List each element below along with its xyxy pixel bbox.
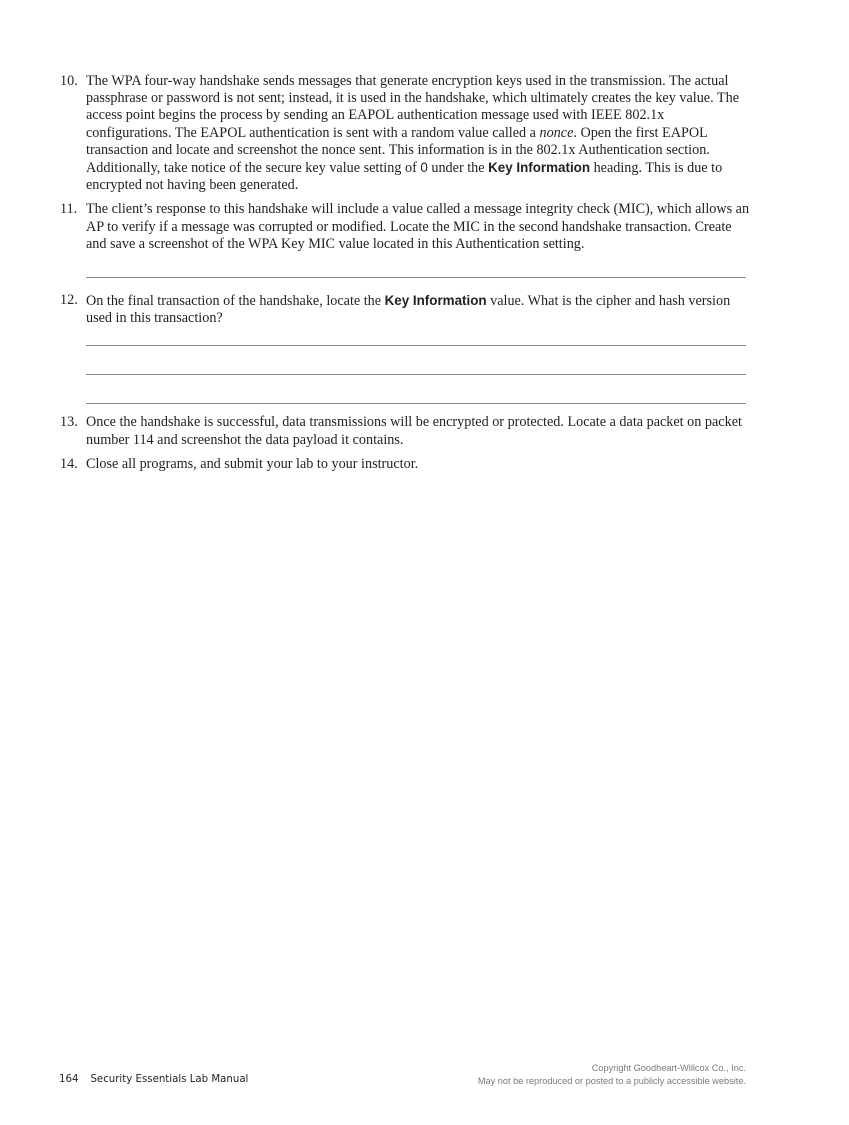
step-number: 13. [60,414,78,431]
lab-steps-list [60,73,750,480]
step-12 [60,292,750,327]
copyright-line: Copyright Goodheart-Willcox Co., Inc. [591,1063,746,1073]
step-text-part: under the [427,160,489,177]
step-number: 12. [60,292,78,309]
book-title: Security Essentials Lab Manual [90,1074,249,1085]
ui-term-bold: Key Information [384,293,487,309]
step-text-part: heading. This is due to encrypted not having been generated. [86,160,723,194]
step-text: The client’s response to this handshake will include a value called a message integrity check (MIC), which allows an AP to verify if a message was corrupted or modified. Locate the MIC in the second handshake transaction. Create and save a screenshot of the WPA Key MIC value located in this Authentication setting. [86,201,750,252]
emphasis-term: nonce [539,124,574,141]
step-10 [60,73,750,194]
step-number: 14. [60,455,78,472]
page-footer-left [59,1074,248,1085]
reproduction-notice: May not be reproduced or posted to a publicly accessible website. [477,1075,746,1086]
step-number: 10. [60,73,78,89]
step-text: Close all programs, and submit your lab to your instructor. [86,455,419,472]
step-text-part: value. What is the cipher and hash version used in this transaction? [86,293,731,327]
step-text-part: The WPA four-way handshake sends messages that generate encryption keys used in the transmission. The actual passphrase or password is not sent; instead, it is used in the handshake, which ultimately creates the key value. The access point begins the process by sending an EAPOL authentication message used with IEEE 802.1x configurations. The EAPOL authentication is sent with a random value called a [86,73,739,141]
step-11 [60,201,750,253]
step-14 [60,456,750,473]
step-text: Once the handshake is successful, data transmissions will be encrypted or protected. Locate a data packet on packet number 114 and screenshot the data payload it contains. [86,414,742,448]
step-text-part: . Open the first EAPOL transaction and locate and screenshot the nonce sent. This information is in the 802.1x Authentication section. Additionally, take notice of the secure key value setting of [86,124,710,177]
ui-term-bold: Key Information [488,160,591,176]
step-text [86,292,750,327]
step-13 [60,414,750,448]
copyright-notice [478,1062,746,1087]
step-number: 11. [60,201,78,218]
key-value: 0 [420,160,428,176]
page-number: 164 [59,1074,79,1085]
step-text-part: On the final transaction of the handshake, locate the [86,293,385,310]
step-text [86,73,750,194]
